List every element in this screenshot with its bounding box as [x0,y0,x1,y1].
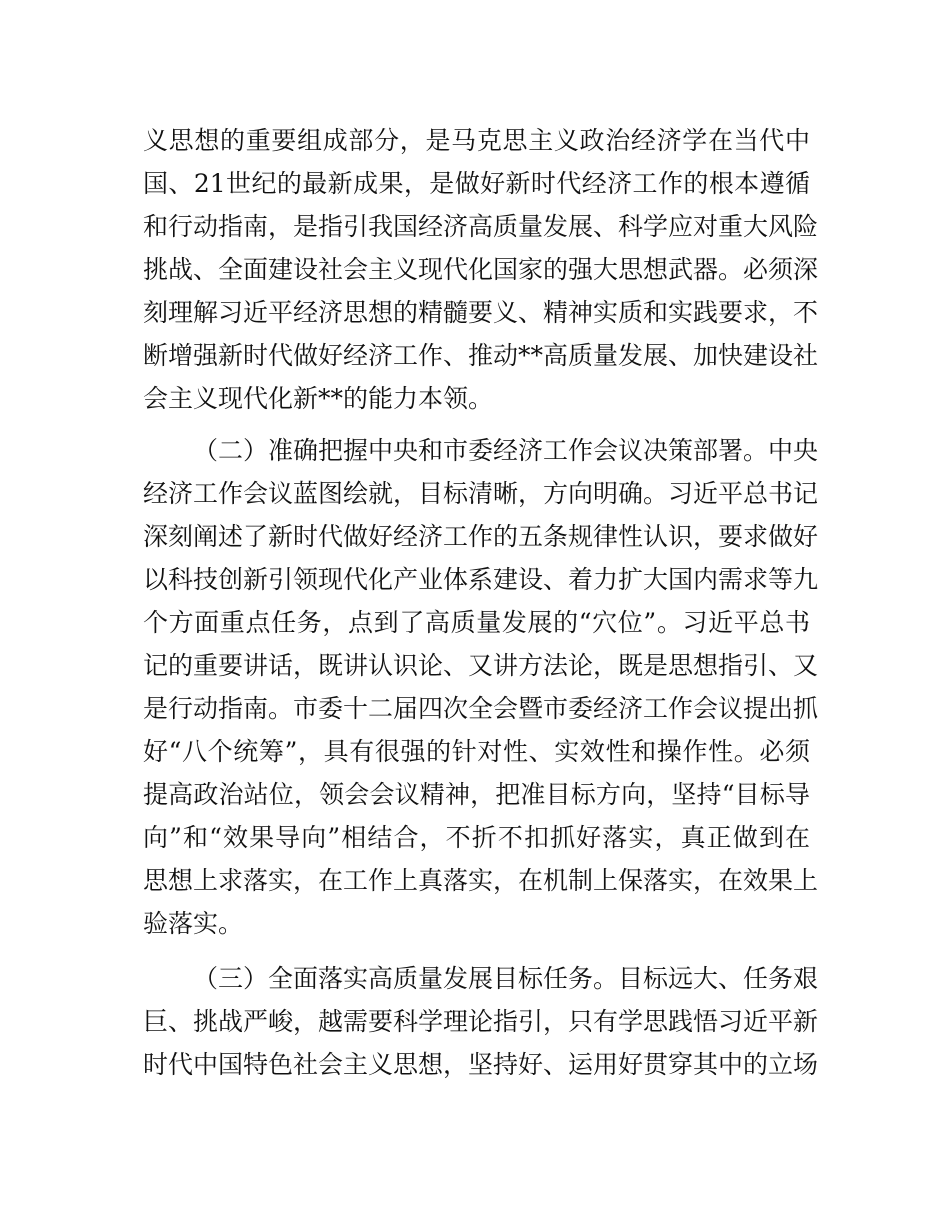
text-line: （三）全面落实高质量发展目标任务。目标远大、任务艰 [193,964,819,993]
text-line: 深刻阐述了新时代做好经济工作的五条规律性认识，要求做好 [143,522,819,551]
text-line: 以科技创新引领现代化产业体系建设、着力扩大国内需求等九 [143,565,819,594]
text-line: 刻理解习近平经济思想的精髓要义、精神实质和实践要求，不 [143,298,819,327]
text-line: 验落实。 [143,909,244,938]
text-line: 向”和“效果导向”相结合，不折不扣抓好落实，真正做到在 [143,823,810,852]
text-line: 思想上求落实，在工作上真落实，在机制上保落实，在效果上 [143,866,819,895]
text-line: 是行动指南。市委十二届四次全会暨市委经济工作会议提出抓 [143,694,819,723]
text-line: （二）准确把握中央和市委经济工作会议决策部署。中央 [193,436,819,465]
text-line: 和行动指南，是指引我国经济高质量发展、科学应对重大风险 [143,212,819,241]
text-line: 会主义现代化新**的能力本领。 [143,384,494,413]
text-line: 提高政治站位，领会会议精神，把准目标方向，坚持“目标导 [143,780,810,809]
text-line: 国、21世纪的最新成果，是做好新时代经济工作的根本遵循 [143,169,810,198]
text-line: 经济工作会议蓝图绘就，目标清晰，方向明确。习近平总书记 [143,479,819,508]
text-line: 时代中国特色社会主义思想，坚持好、运用好贯穿其中的立场 [143,1050,819,1079]
text-line: 义思想的重要组成部分，是马克思主义政治经济学在当代中 [143,126,810,155]
text-line: 挑战、全面建设社会主义现代化国家的强大思想武器。必须深 [143,255,819,284]
text-line: 好“八个统筹”，具有很强的针对性、实效性和操作性。必须 [143,737,810,766]
text-line: 巨、挑战严峻，越需要科学理论指引，只有学思践悟习近平新 [143,1007,819,1036]
text-line: 断增强新时代做好经济工作、推动**高质量发展、加快建设社 [143,341,819,370]
text-line: 个方面重点任务，点到了高质量发展的“穴位”。习近平总书 [143,608,810,637]
text-line: 记的重要讲话，既讲认识论、又讲方法论，既是思想指引、又 [143,651,819,680]
